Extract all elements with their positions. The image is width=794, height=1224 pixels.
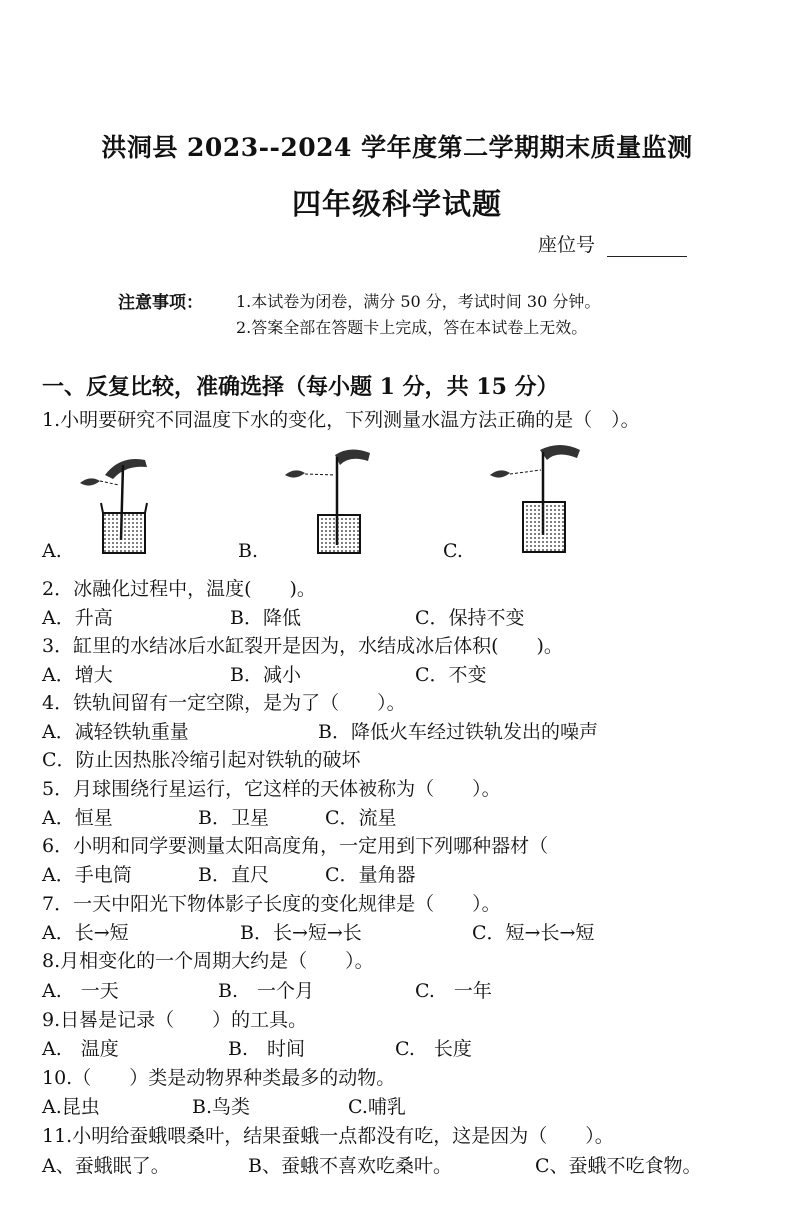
q10-option-b: B.鸟类 [192, 1096, 251, 1118]
q2-option-b: B．降低 [230, 607, 301, 629]
question-5: 5．月球围绕行星运行，它这样的天体被称为（ ）。 [42, 778, 501, 800]
section-heading: 一、反复比较，准确选择（每小题 1 分，共 15 分） [42, 374, 559, 400]
q8-option-b: B. 一个月 [218, 980, 315, 1002]
q2-option-c: C．保持不变 [415, 607, 525, 629]
q4-option-b: B．降低火车经过铁轨发出的噪声 [318, 721, 598, 743]
q4-option-a: A．减轻铁轨重量 [42, 721, 189, 743]
q9-option-b: B. 时间 [228, 1038, 306, 1060]
q10-option-c: C.哺乳 [348, 1096, 406, 1118]
q3-option-c: C．不变 [415, 664, 487, 686]
q3-option-b: B．减小 [230, 664, 301, 686]
beaker-figure-a [75, 445, 175, 555]
question-7: 7．一天中阳光下物体影子长度的变化规律是（ ）。 [42, 893, 501, 915]
question-1: 1.小明要研究不同温度下水的变化，下列测量水温方法正确的是（ ）。 [42, 409, 640, 431]
q9-option-a: A. 温度 [42, 1038, 119, 1060]
q7-option-c: C．短→长→短 [472, 922, 595, 944]
question-10: 10.（ ）类是动物界种类最多的动物。 [42, 1067, 396, 1089]
seat-blank [607, 238, 687, 257]
q1-option-b: B. [238, 540, 259, 562]
q7-option-b: B．长→短→长 [240, 922, 362, 944]
question-11: 11.小明给蚕蛾喂桑叶，结果蚕蛾一点都没有吃，这是因为（ ）。 [42, 1125, 614, 1147]
q6-option-a: A．手电筒 [42, 864, 132, 886]
q10-option-a: A.昆虫 [42, 1096, 100, 1118]
question-3: 3．缸里的水结冰后水缸裂开是因为，水结成冰后体积( )。 [42, 635, 563, 657]
q6-option-c: C．量角器 [325, 864, 416, 886]
beaker-figure-b [280, 445, 380, 555]
notice-label: 注意事项： [118, 293, 203, 313]
q11-option-a: A、蚕蛾眠了。 [42, 1155, 170, 1177]
seat-number-field [538, 230, 687, 257]
q2-option-a: A．升高 [42, 607, 113, 629]
q11-option-b: B、蚕蛾不喜欢吃桑叶。 [248, 1155, 452, 1177]
q1-option-a: A. [42, 540, 62, 562]
notice-item-1: 1.本试卷为闭卷，满分 50 分，考试时间 30 分钟。 [236, 292, 601, 311]
question-4: 4．铁轨间留有一定空隙，是为了（ ）。 [42, 692, 406, 714]
q6-option-b: B．直尺 [198, 864, 269, 886]
q8-option-a: A. 一天 [42, 980, 119, 1002]
q1-option-c: C. [443, 540, 463, 562]
q7-option-a: A．长→短 [42, 922, 129, 944]
q5-option-a: A．恒星 [42, 807, 113, 829]
q9-option-c: C. 长度 [395, 1038, 472, 1060]
question-6: 6．小明和同学要测量太阳高度角，一定用到下列哪种器材（ [42, 835, 549, 857]
question-2: 2．冰融化过程中，温度( )。 [42, 578, 316, 600]
q3-option-a: A．增大 [42, 664, 113, 686]
beaker-figure-c [485, 440, 595, 555]
exam-title: 洪洞县 2023--2024 学年度第二学期期末质量监测 [101, 133, 693, 162]
q5-option-b: B．卫星 [198, 807, 269, 829]
q8-option-c: C. 一年 [415, 980, 492, 1002]
notice-item-2: 2.答案全部在答题卡上完成，答在本试卷上无效。 [236, 318, 588, 337]
q5-option-c: C．流星 [325, 807, 397, 829]
q4-option-c: C．防止因热胀冷缩引起对铁轨的破坏 [42, 749, 361, 771]
seat-label: 座位号 [538, 234, 596, 256]
question-8: 8.月相变化的一个周期大约是（ ）。 [42, 950, 374, 972]
question-9: 9.日晷是记录（ ）的工具。 [42, 1009, 308, 1031]
exam-subtitle: 四年级科学试题 [291, 187, 502, 221]
q11-option-c: C、蚕蛾不吃食物。 [535, 1155, 702, 1177]
